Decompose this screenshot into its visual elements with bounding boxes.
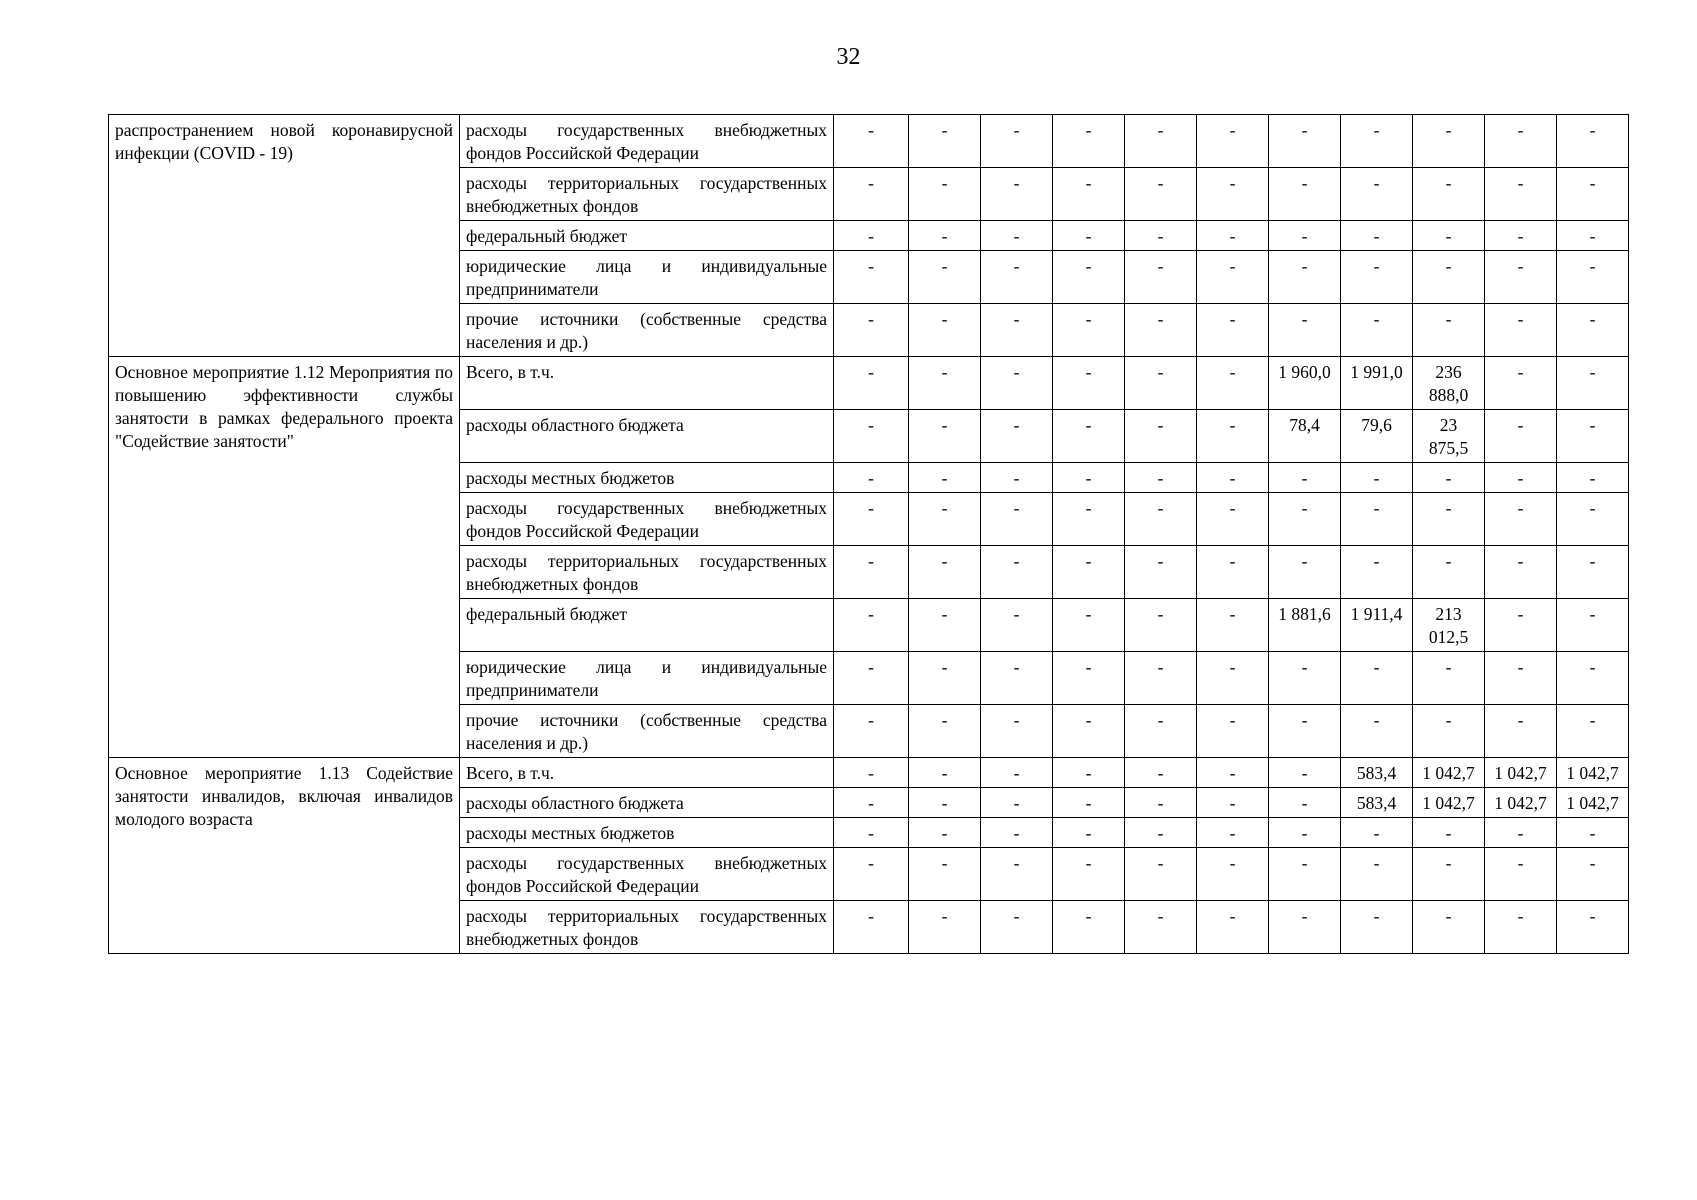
value-cell: - [1053, 221, 1125, 251]
value-cell: - [1413, 221, 1485, 251]
value-cell: - [1485, 168, 1557, 221]
funding-source-cell: Всего, в т.ч. [460, 758, 834, 788]
value-cell: - [1557, 705, 1629, 758]
value-cell: - [1197, 304, 1269, 357]
value-cell: - [981, 304, 1053, 357]
value-cell: - [981, 546, 1053, 599]
value-cell: - [1557, 221, 1629, 251]
value-cell: - [909, 410, 981, 463]
value-cell: - [1485, 410, 1557, 463]
value-cell: 78,4 [1269, 410, 1341, 463]
value-cell: - [1269, 705, 1341, 758]
value-cell: - [1341, 848, 1413, 901]
value-cell: - [1341, 251, 1413, 304]
value-cell: 1 881,6 [1269, 599, 1341, 652]
value-cell: - [981, 652, 1053, 705]
value-cell: - [909, 705, 981, 758]
value-cell: - [981, 410, 1053, 463]
value-cell: - [1557, 304, 1629, 357]
value-cell: - [1197, 251, 1269, 304]
page-number: 32 [836, 44, 861, 70]
value-cell: - [909, 901, 981, 954]
value-cell: - [1557, 357, 1629, 410]
value-cell: - [1485, 357, 1557, 410]
value-cell: - [909, 818, 981, 848]
value-cell: - [1485, 221, 1557, 251]
value-cell: - [1053, 357, 1125, 410]
value-cell: - [1125, 546, 1197, 599]
value-cell: - [1125, 705, 1197, 758]
value-cell: - [1197, 463, 1269, 493]
value-cell: 1 042,7 [1557, 788, 1629, 818]
value-cell: - [981, 251, 1053, 304]
funding-source-cell: федеральный бюджет [460, 599, 834, 652]
value-cell: - [1125, 304, 1197, 357]
value-cell: - [1125, 599, 1197, 652]
funding-source-cell: расходы государственных внебюджетных фондов Российской Федерации [460, 493, 834, 546]
budget-table [108, 114, 1629, 954]
value-cell: - [909, 493, 981, 546]
value-cell: - [909, 304, 981, 357]
value-cell: - [1413, 115, 1485, 168]
value-cell: 1 042,7 [1557, 758, 1629, 788]
funding-source-cell: расходы территориальных государственных внебюджетных фондов [460, 168, 834, 221]
value-cell: - [1341, 463, 1413, 493]
value-cell: - [1485, 901, 1557, 954]
value-cell: - [834, 599, 909, 652]
value-cell: - [1413, 493, 1485, 546]
value-cell: - [1557, 251, 1629, 304]
value-cell: - [1557, 493, 1629, 546]
value-cell: - [909, 115, 981, 168]
value-cell: - [981, 758, 1053, 788]
value-cell: - [1557, 599, 1629, 652]
value-cell: - [909, 652, 981, 705]
event-name-cell: Основное мероприятие 1.12 Мероприятия по повышению эффективности службы занятости в рамках федерального проекта "Содействие занятости" [109, 357, 460, 758]
value-cell: - [1485, 818, 1557, 848]
value-cell: - [1557, 410, 1629, 463]
value-cell: - [1269, 848, 1341, 901]
value-cell: - [981, 115, 1053, 168]
funding-source-cell: расходы государственных внебюджетных фондов Российской Федерации [460, 115, 834, 168]
value-cell: - [1197, 901, 1269, 954]
value-cell: - [981, 221, 1053, 251]
value-cell: - [1269, 788, 1341, 818]
value-cell: - [834, 901, 909, 954]
funding-source-cell: расходы областного бюджета [460, 410, 834, 463]
value-cell: - [1413, 901, 1485, 954]
value-cell: - [981, 168, 1053, 221]
value-cell: - [1269, 221, 1341, 251]
value-cell: - [1197, 410, 1269, 463]
value-cell: 583,4 [1341, 758, 1413, 788]
value-cell: - [1269, 168, 1341, 221]
value-cell: - [1413, 463, 1485, 493]
event-name-cell: распространением новой коронавирусной инфекции (COVID - 19) [109, 115, 460, 357]
table-body [109, 115, 1629, 954]
value-cell: - [1341, 115, 1413, 168]
value-cell: - [834, 788, 909, 818]
value-cell: - [1557, 168, 1629, 221]
value-cell: - [834, 705, 909, 758]
value-cell: - [1341, 493, 1413, 546]
value-cell: - [834, 652, 909, 705]
value-cell: - [834, 848, 909, 901]
value-cell: - [1125, 410, 1197, 463]
value-cell: - [834, 304, 909, 357]
value-cell: - [909, 221, 981, 251]
value-cell: 79,6 [1341, 410, 1413, 463]
funding-source-cell: расходы областного бюджета [460, 788, 834, 818]
value-cell: 1 042,7 [1413, 788, 1485, 818]
value-cell: - [834, 410, 909, 463]
value-cell: - [981, 463, 1053, 493]
value-cell: - [1125, 788, 1197, 818]
value-cell: - [1053, 758, 1125, 788]
value-cell: - [981, 705, 1053, 758]
value-cell: - [909, 599, 981, 652]
value-cell: - [981, 788, 1053, 818]
funding-source-cell: прочие источники (собственные средства населения и др.) [460, 304, 834, 357]
value-cell: - [981, 818, 1053, 848]
value-cell: 23 875,5 [1413, 410, 1485, 463]
value-cell: - [1125, 493, 1197, 546]
value-cell: 583,4 [1341, 788, 1413, 818]
value-cell: - [1413, 652, 1485, 705]
value-cell: - [1485, 493, 1557, 546]
value-cell: - [834, 251, 909, 304]
value-cell: 1 911,4 [1341, 599, 1413, 652]
table-row [109, 758, 1629, 788]
value-cell: - [1341, 221, 1413, 251]
value-cell: - [1485, 115, 1557, 168]
table-row [109, 357, 1629, 410]
value-cell: - [1053, 848, 1125, 901]
value-cell: - [1413, 168, 1485, 221]
value-cell: - [1341, 818, 1413, 848]
funding-source-cell: юридические лица и индивидуальные предприниматели [460, 251, 834, 304]
value-cell: 1 960,0 [1269, 357, 1341, 410]
value-cell: - [1197, 818, 1269, 848]
value-cell: - [1413, 818, 1485, 848]
value-cell: - [1053, 705, 1125, 758]
value-cell: - [834, 758, 909, 788]
event-name-cell: Основное мероприятие 1.13 Содействие занятости инвалидов, включая инвалидов молодого возраста [109, 758, 460, 954]
value-cell: - [1485, 251, 1557, 304]
value-cell: - [1197, 221, 1269, 251]
value-cell: - [1053, 304, 1125, 357]
value-cell: - [1053, 901, 1125, 954]
value-cell: - [1269, 251, 1341, 304]
value-cell: - [1413, 304, 1485, 357]
funding-source-cell: расходы местных бюджетов [460, 463, 834, 493]
value-cell: - [1053, 493, 1125, 546]
funding-source-cell: расходы государственных внебюджетных фондов Российской Федерации [460, 848, 834, 901]
value-cell: - [1125, 652, 1197, 705]
value-cell: - [1197, 168, 1269, 221]
value-cell: - [1125, 463, 1197, 493]
value-cell: - [834, 493, 909, 546]
value-cell: - [1125, 901, 1197, 954]
value-cell: - [1269, 493, 1341, 546]
value-cell: - [1269, 652, 1341, 705]
value-cell: - [1125, 115, 1197, 168]
funding-source-cell: юридические лица и индивидуальные предприниматели [460, 652, 834, 705]
value-cell: - [1125, 758, 1197, 788]
value-cell: - [1341, 546, 1413, 599]
value-cell: - [834, 115, 909, 168]
value-cell: - [1557, 115, 1629, 168]
value-cell: - [981, 493, 1053, 546]
value-cell: - [909, 357, 981, 410]
value-cell: - [1125, 848, 1197, 901]
value-cell: - [1413, 251, 1485, 304]
value-cell: - [1125, 251, 1197, 304]
value-cell: - [981, 357, 1053, 410]
value-cell: - [1269, 818, 1341, 848]
value-cell: - [1053, 410, 1125, 463]
funding-source-cell: федеральный бюджет [460, 221, 834, 251]
value-cell: - [909, 463, 981, 493]
value-cell: 236 888,0 [1413, 357, 1485, 410]
value-cell: - [1197, 705, 1269, 758]
value-cell: - [1125, 818, 1197, 848]
value-cell: - [1053, 251, 1125, 304]
value-cell: - [1197, 599, 1269, 652]
value-cell: - [1197, 115, 1269, 168]
value-cell: - [1341, 652, 1413, 705]
value-cell: - [834, 168, 909, 221]
value-cell: - [909, 546, 981, 599]
value-cell: - [1557, 848, 1629, 901]
value-cell: - [909, 758, 981, 788]
funding-source-cell: расходы местных бюджетов [460, 818, 834, 848]
value-cell: - [1557, 463, 1629, 493]
value-cell: - [1269, 546, 1341, 599]
value-cell: - [1125, 357, 1197, 410]
value-cell: - [1485, 463, 1557, 493]
value-cell: - [909, 168, 981, 221]
value-cell: - [834, 221, 909, 251]
value-cell: - [1197, 758, 1269, 788]
value-cell: - [834, 818, 909, 848]
value-cell: - [909, 788, 981, 818]
value-cell: - [1269, 304, 1341, 357]
value-cell: - [1485, 546, 1557, 599]
value-cell: 1 042,7 [1485, 788, 1557, 818]
value-cell: - [1197, 357, 1269, 410]
value-cell: - [1197, 493, 1269, 546]
value-cell: - [1413, 546, 1485, 599]
value-cell: - [1197, 848, 1269, 901]
value-cell: - [1341, 705, 1413, 758]
value-cell: - [981, 901, 1053, 954]
value-cell: - [1485, 304, 1557, 357]
value-cell: - [1053, 168, 1125, 221]
value-cell: - [1125, 168, 1197, 221]
value-cell: - [1269, 901, 1341, 954]
value-cell: - [1557, 652, 1629, 705]
funding-source-cell: прочие источники (собственные средства населения и др.) [460, 705, 834, 758]
value-cell: - [1053, 599, 1125, 652]
table-row [109, 115, 1629, 168]
value-cell: - [1197, 546, 1269, 599]
value-cell: - [1053, 115, 1125, 168]
value-cell: - [1341, 901, 1413, 954]
value-cell: - [1557, 818, 1629, 848]
funding-source-cell: расходы территориальных государственных внебюджетных фондов [460, 546, 834, 599]
value-cell: - [1557, 546, 1629, 599]
value-cell: - [1341, 168, 1413, 221]
value-cell: - [1053, 818, 1125, 848]
value-cell: - [1413, 848, 1485, 901]
value-cell: - [1485, 652, 1557, 705]
value-cell: - [1413, 705, 1485, 758]
value-cell: 1 991,0 [1341, 357, 1413, 410]
funding-source-cell: Всего, в т.ч. [460, 357, 834, 410]
value-cell: - [834, 463, 909, 493]
value-cell: 1 042,7 [1485, 758, 1557, 788]
value-cell: - [1485, 848, 1557, 901]
value-cell: - [1197, 788, 1269, 818]
value-cell: - [981, 848, 1053, 901]
value-cell: - [909, 848, 981, 901]
value-cell: - [1269, 758, 1341, 788]
value-cell: - [981, 599, 1053, 652]
value-cell: - [834, 546, 909, 599]
value-cell: 213 012,5 [1413, 599, 1485, 652]
funding-source-cell: расходы территориальных государственных внебюджетных фондов [460, 901, 834, 954]
value-cell: - [1341, 304, 1413, 357]
value-cell: - [1269, 463, 1341, 493]
value-cell: - [1125, 221, 1197, 251]
value-cell: - [1269, 115, 1341, 168]
value-cell: - [1557, 901, 1629, 954]
value-cell: - [1485, 599, 1557, 652]
value-cell: - [1053, 546, 1125, 599]
value-cell: 1 042,7 [1413, 758, 1485, 788]
value-cell: - [1197, 652, 1269, 705]
value-cell: - [1053, 652, 1125, 705]
value-cell: - [834, 357, 909, 410]
value-cell: - [1485, 705, 1557, 758]
value-cell: - [1053, 788, 1125, 818]
value-cell: - [909, 251, 981, 304]
value-cell: - [1053, 463, 1125, 493]
